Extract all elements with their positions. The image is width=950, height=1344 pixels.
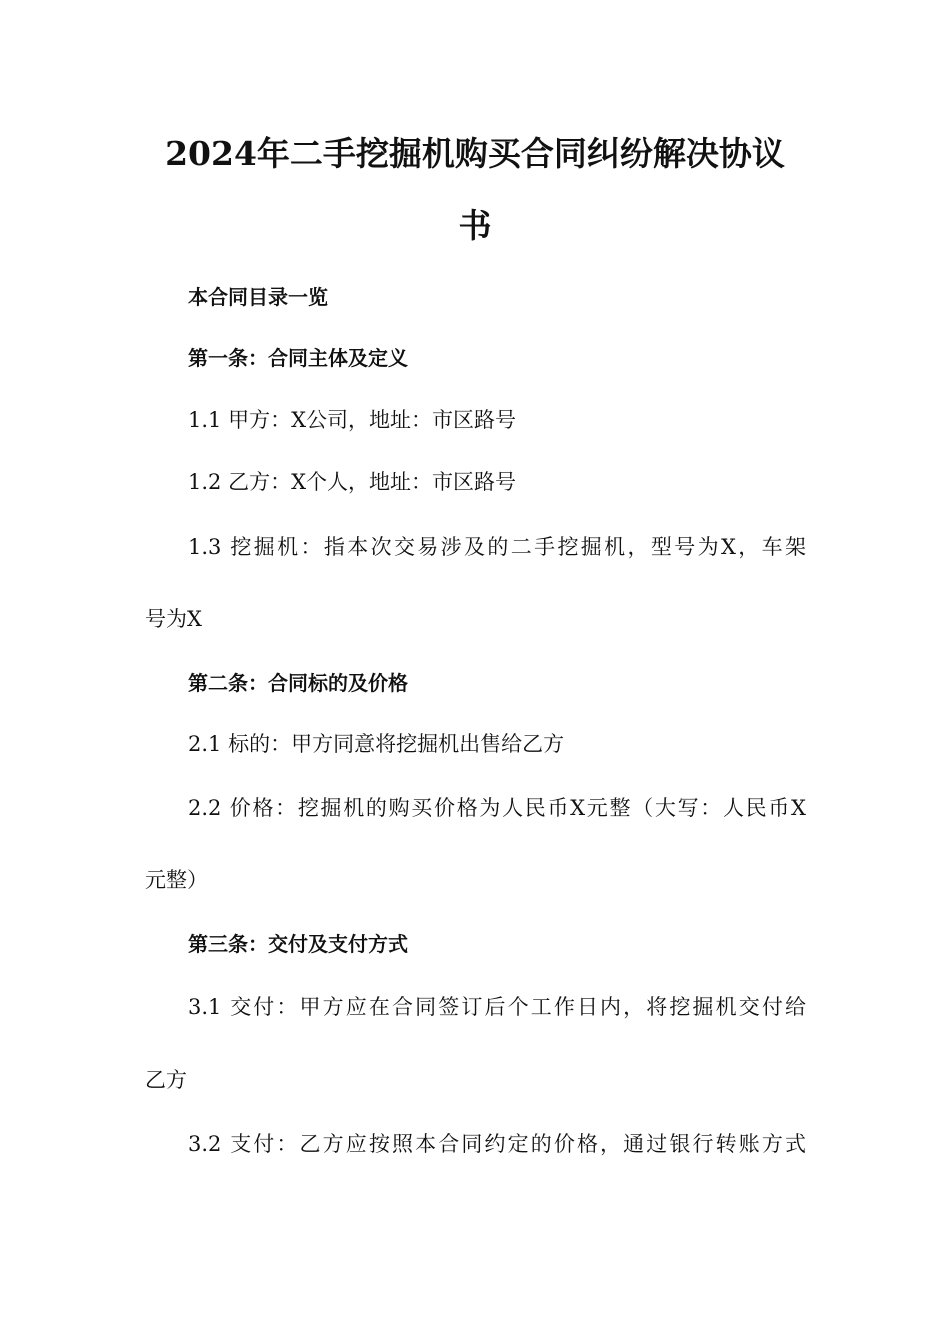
clause-1-3-line-1: 1.3 挖掘机：指本次交易涉及的二手挖掘机，型号为X，车架 — [188, 535, 806, 559]
clause-2-2-line-1: 2.2 价格：挖掘机的购买价格为人民币X元整（大写：人民币X — [188, 796, 806, 820]
clause-3-1-line-1: 3.1 交付：甲方应在合同签订后个工作日内，将挖掘机交付给 — [188, 995, 806, 1019]
clause-2-2-line-2: 元整） — [145, 868, 208, 892]
document-title-line-2: 书 — [458, 206, 492, 245]
clause-1-2: 1.2 乙方：X个人，地址：市区路号 — [188, 470, 517, 494]
article-3-heading: 第三条：交付及支付方式 — [188, 932, 408, 956]
clause-3-1-line-2: 乙方 — [145, 1068, 187, 1092]
clause-3-2-line-1: 3.2 支付：乙方应按照本合同约定的价格，通过银行转账方式 — [188, 1132, 806, 1156]
article-2-heading: 第二条：合同标的及价格 — [188, 671, 408, 695]
clause-1-3-line-2: 号为X — [145, 607, 202, 631]
clause-1-1: 1.1 甲方：X公司，地址：市区路号 — [188, 408, 517, 432]
clause-2-1: 2.1 标的：甲方同意将挖掘机出售给乙方 — [188, 732, 565, 756]
document-title-line-1: 2024年二手挖掘机购买合同纠纷解决协议 — [165, 134, 785, 173]
toc-heading: 本合同目录一览 — [188, 285, 328, 309]
article-1-heading: 第一条：合同主体及定义 — [188, 346, 408, 370]
